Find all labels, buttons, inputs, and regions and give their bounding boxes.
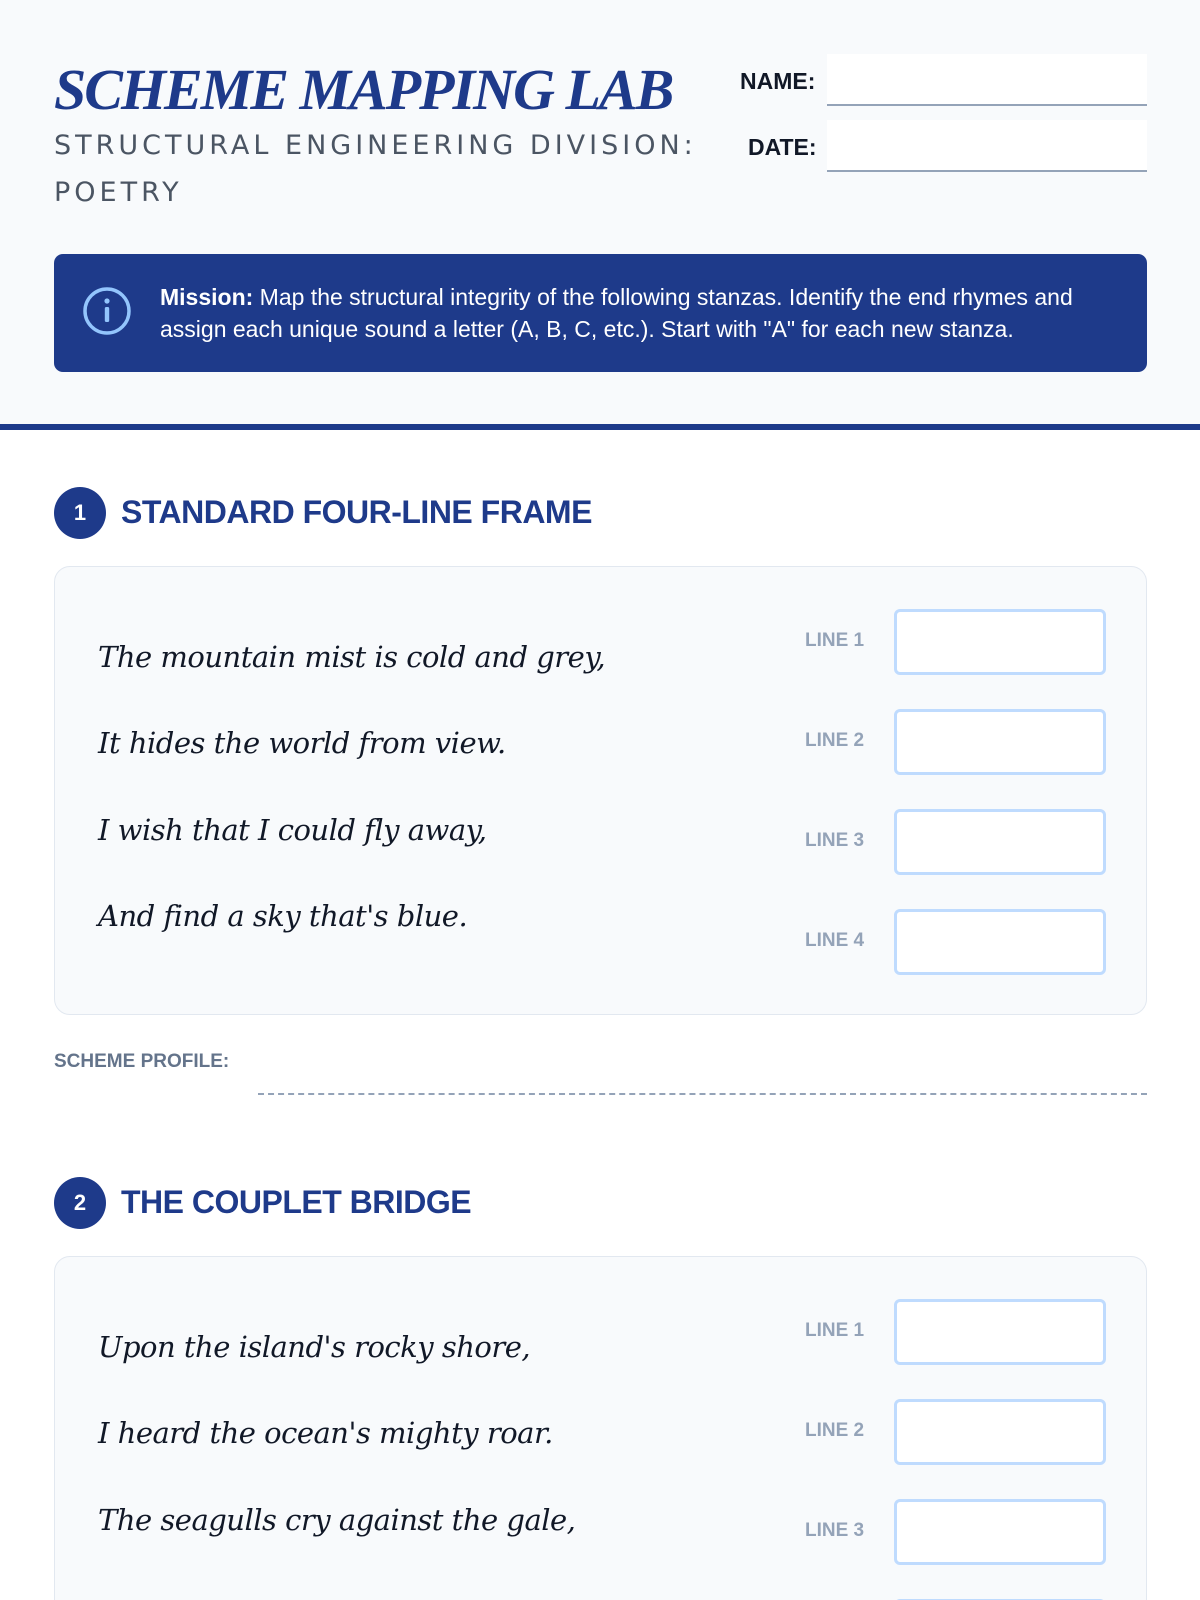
section-2-number: 2 <box>54 1177 106 1229</box>
worksheet-header <box>0 0 1200 430</box>
line-label: LINE 1 <box>805 630 865 651</box>
poem-line: It hides the world from view. <box>98 726 506 760</box>
mission-text <box>160 281 1110 345</box>
name-field[interactable] <box>827 54 1147 106</box>
line-label: LINE 4 <box>805 930 865 951</box>
line-label: LINE 2 <box>805 730 865 751</box>
section-1-number: 1 <box>54 487 106 539</box>
line-label: LINE 1 <box>805 1320 865 1341</box>
date-field[interactable] <box>827 120 1147 172</box>
poem-line: Upon the island's rocky shore, <box>98 1330 531 1364</box>
page-subtitle: STRUCTURAL ENGINEERING DIVISION: POETRY <box>54 130 697 208</box>
poem-line: The mountain mist is cold and grey, <box>98 640 606 674</box>
page-title: SCHEME MAPPING LAB <box>54 57 673 122</box>
mission-instructions: Map the structural integrity of the following stanzas. Identify the end rhymes and assign each unique sound a letter (A, B, C, etc.). Start with "A" for each new stanza. <box>160 284 1073 342</box>
poem-line: And find a sky that's blue. <box>98 899 468 933</box>
rhyme-answer-input[interactable] <box>894 809 1106 875</box>
line-label: LINE 3 <box>805 830 865 851</box>
stanza-1-card <box>54 566 1147 1015</box>
line-label: LINE 2 <box>805 1420 865 1441</box>
scheme-profile-label: SCHEME PROFILE: <box>54 1051 230 1072</box>
rhyme-answer-input[interactable] <box>894 709 1106 775</box>
date-label: DATE: <box>748 134 817 160</box>
info-icon <box>82 286 132 336</box>
poem-line: I wish that I could fly away, <box>98 813 487 847</box>
rhyme-answer-input[interactable] <box>894 909 1106 975</box>
stanza-2-card <box>54 1256 1147 1600</box>
rhyme-answer-input[interactable] <box>894 609 1106 675</box>
mission-label: Mission: <box>160 284 254 310</box>
rhyme-answer-input[interactable] <box>894 1399 1106 1465</box>
line-label: LINE 3 <box>805 1520 865 1541</box>
section-2-title: THE COUPLET BRIDGE <box>121 1184 472 1220</box>
rhyme-answer-input[interactable] <box>894 1499 1106 1565</box>
scheme-profile-line[interactable] <box>258 1093 1147 1095</box>
poem-line: I heard the ocean's mighty roar. <box>98 1416 553 1450</box>
rhyme-answer-input[interactable] <box>894 1299 1106 1365</box>
poem-line: The seagulls cry against the gale, <box>98 1503 576 1537</box>
section-1-title: STANDARD FOUR-LINE FRAME <box>121 494 592 530</box>
name-label: NAME: <box>740 68 816 94</box>
mission-banner <box>54 254 1147 372</box>
